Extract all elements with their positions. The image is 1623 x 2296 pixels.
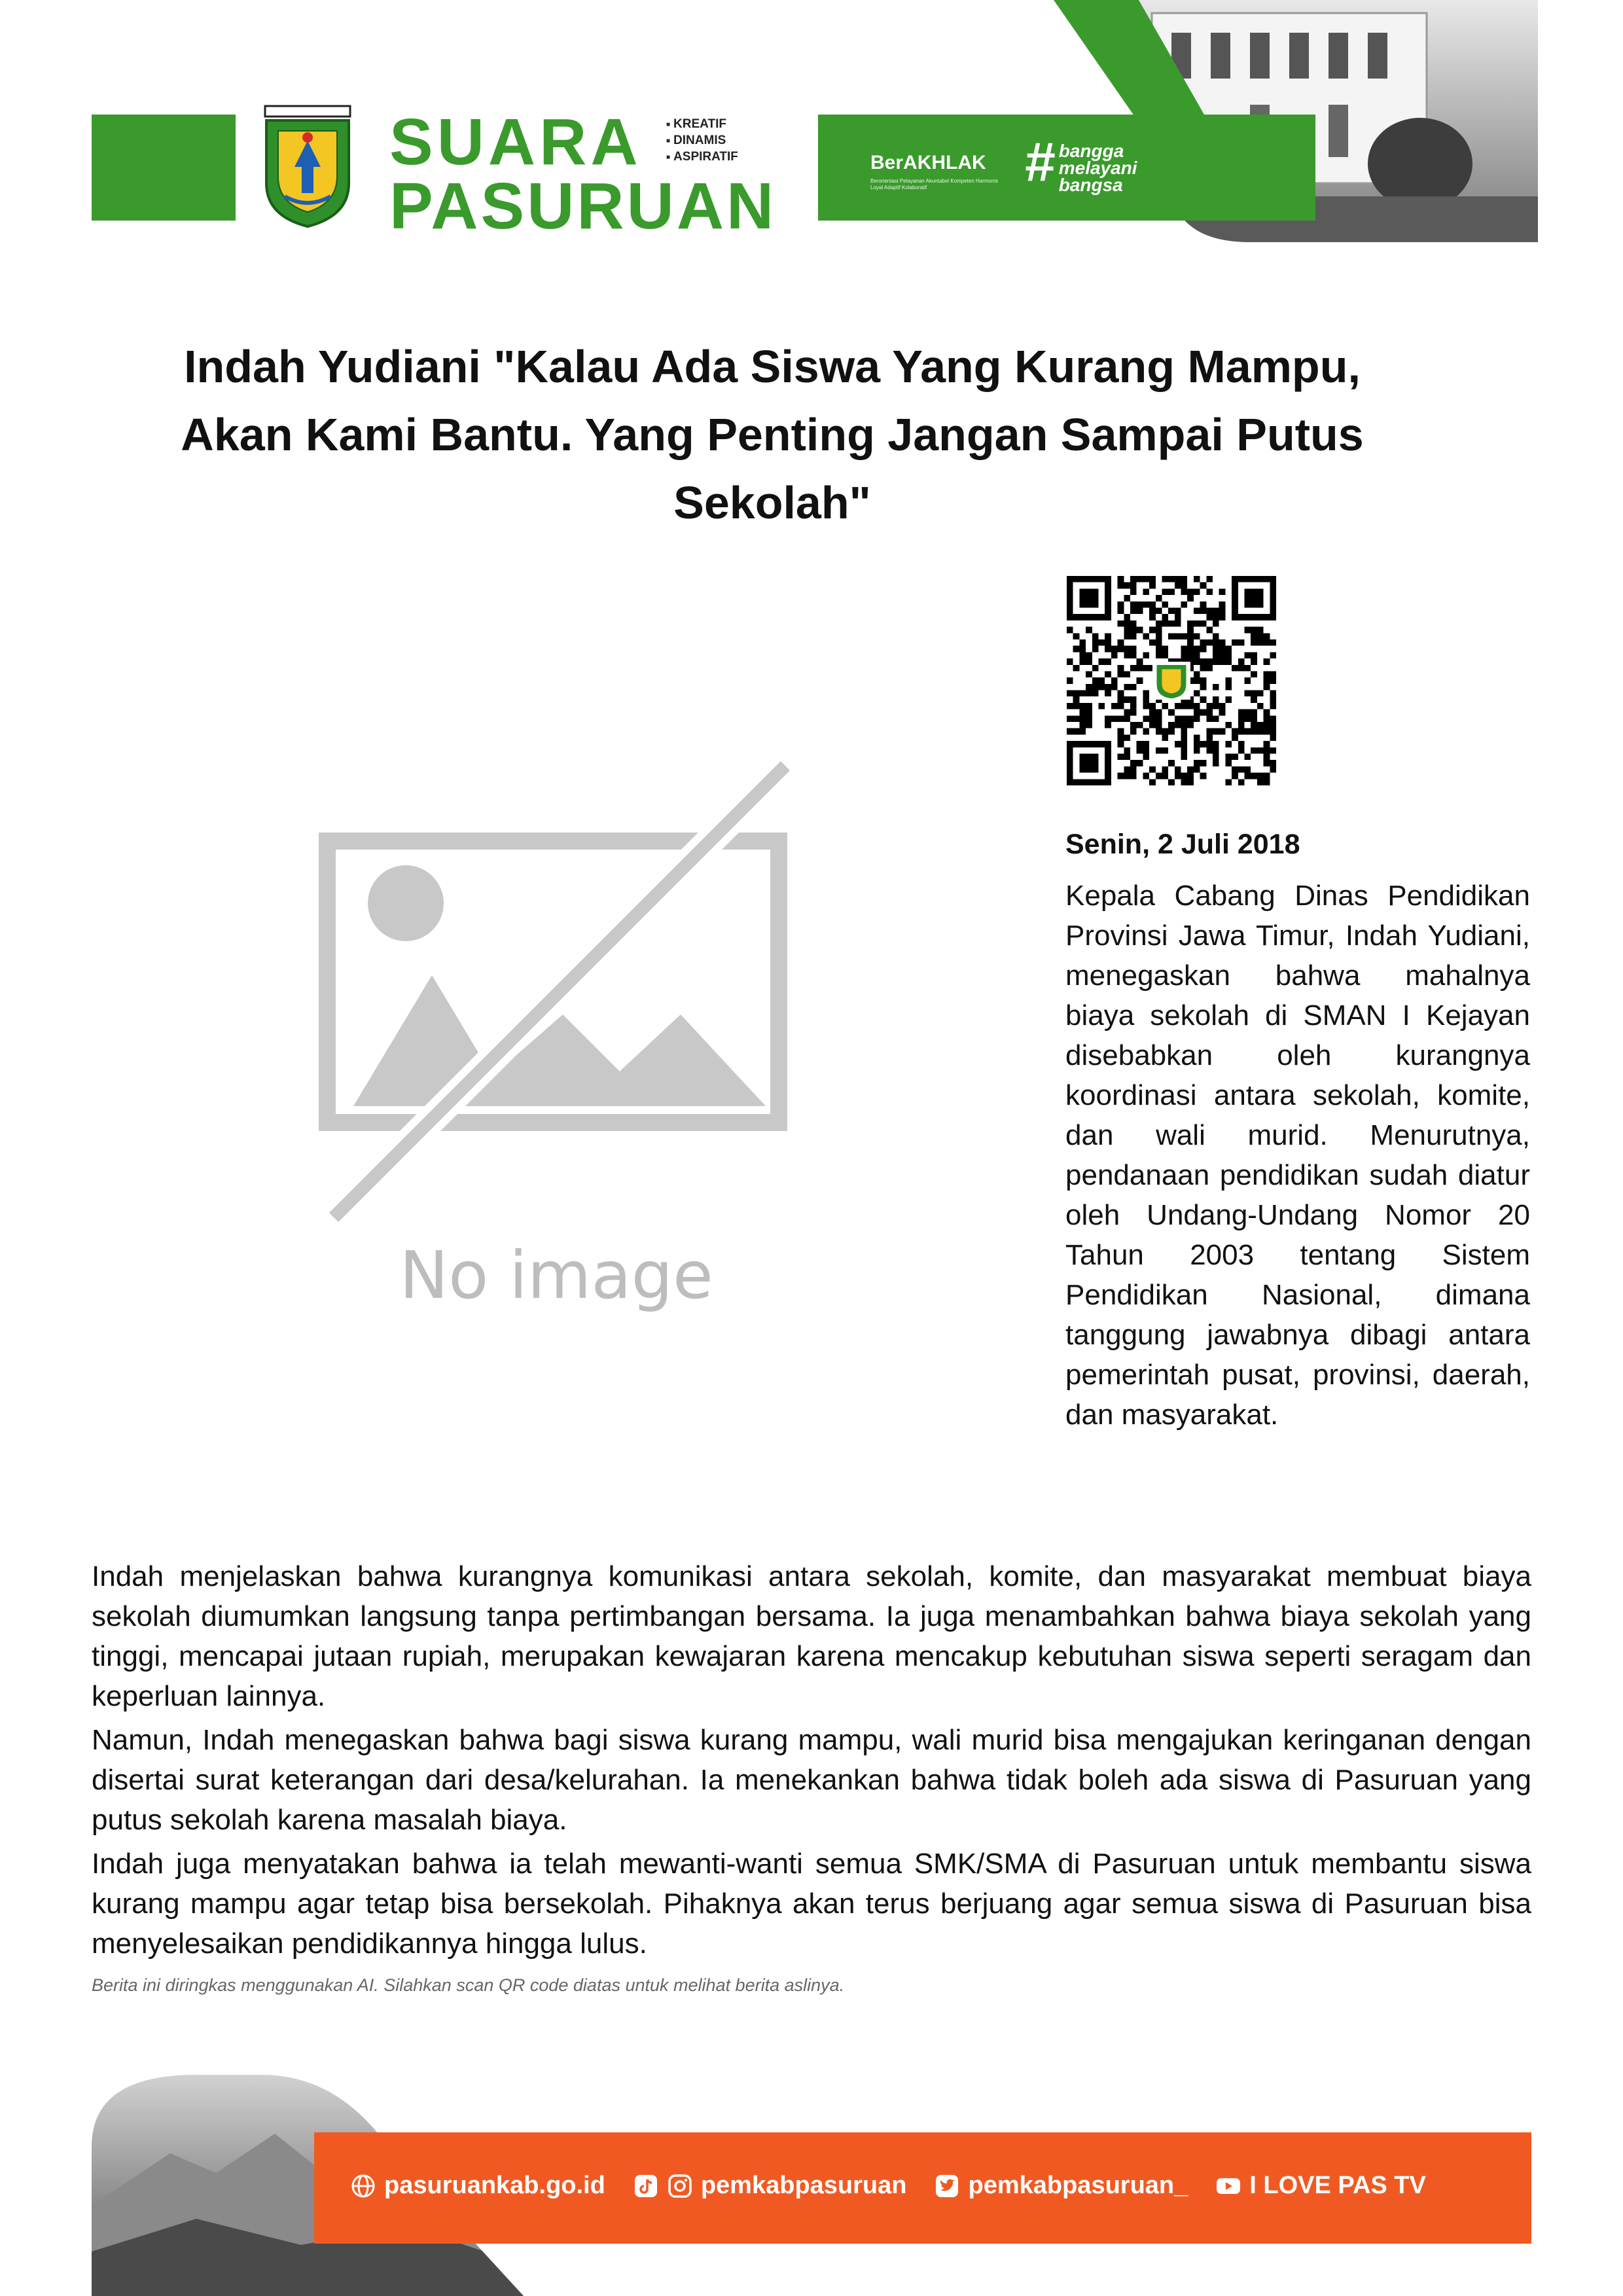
title-line-3: Sekolah": [673, 477, 871, 528]
hashtag-glyph: #: [1024, 131, 1055, 192]
twitter-label: pemkabpasuruan_: [968, 2172, 1188, 2199]
bangsa-word: bangsa: [1058, 175, 1123, 195]
ai-summary-disclaimer: Berita ini diringkas menggunakan AI. Silahkan scan QR code diatas untuk melihat berita aslinya.: [92, 1975, 845, 1995]
tiktok-instagram-link[interactable]: [633, 2172, 907, 2200]
header-green-bar-left: [92, 115, 236, 221]
article-paragraph-1: Indah menjelaskan bahwa kurangnya komunikasi antara sekolah, komite, dan masyarakat membuat biaya sekolah diumumkan langsung tanpa pertimbangan bersama. Ia juga menambahkan bahwa biaya sekolah yang tinggi, mencapai jutaan rupiah, merupakan kewajaran karena mencakup kebutuhan siswa seperti seragam dan keperluan lainnya.: [92, 1560, 1531, 1712]
article-paragraph-3: Indah juga menyatakan bahwa ia telah mewanti-wanti semua SMK/SMA di Pasuruan untuk membantu siswa kurang mampu agar tetap bisa bersekolah. Pihaknya akan terus berjuang agar semua siswa di Pasuruan bisa menyelesaikan pendidikannya hingga lulus.: [92, 1848, 1531, 1960]
article-paragraph-2: Namun, Indah menegaskan bahwa bagi siswa kurang mampu, wali murid bisa mengajukan keringanan dengan disertai surat keterangan dari desa/kelurahan. Ia menekankan bahwa tidak boleh ada siswa di Pasuruan yang putus sekolah karena masalah biaya.: [92, 1724, 1531, 1836]
youtube-link[interactable]: [1215, 2172, 1426, 2200]
globe-icon: [350, 2173, 376, 2199]
article-lead-paragraph: Kepala Cabang Dinas Pendidikan Provinsi Jawa Timur, Indah Yudiani, menegaskan bahwa mahalnya biaya sekolah di SMAN I Kejayan disebabkan oleh kurangnya koordinasi antara sekolah, komite, dan wali murid. Menurutnya, pendanaan pendidikan sudah diatur oleh Undang-Undang Nomor 20 Tahun 2003 tentang Sistem Pendidikan Nasional, dimana tanggung jawabnya dibagi antara pemerintah pusat, provinsi, daerah, dan masyarakat.: [1065, 880, 1530, 1431]
no-image-label: No image: [399, 1237, 713, 1314]
article-date: Senin, 2 Juli 2018: [1065, 829, 1300, 860]
twitter-link[interactable]: [934, 2172, 1188, 2200]
website-link[interactable]: [350, 2172, 605, 2200]
instagram-icon: [667, 2173, 693, 2199]
brand-line-1: SUARA: [389, 105, 642, 179]
tagline-aspiratif: ■ ASPIRATIF: [666, 149, 738, 166]
tiktok-icon: [633, 2173, 659, 2199]
tagline-dinamis: ■ DINAMIS: [666, 133, 738, 149]
youtube-icon: [1215, 2173, 1241, 2199]
youtube-label: I LOVE PAS TV: [1249, 2172, 1426, 2199]
melayani-word: melayani: [1058, 158, 1137, 178]
bangga-melayani-bangsa-logo: [1024, 131, 1137, 195]
twitter-icon: [934, 2173, 960, 2199]
article-title: [79, 332, 1466, 537]
tagline-kreatif: ■ KREATIF: [666, 117, 738, 133]
qr-code[interactable]: [1067, 576, 1276, 785]
bangga-word: bangga: [1058, 141, 1124, 161]
brand-line-2: PASURUAN: [389, 170, 777, 243]
title-line-2: Akan Kami Bantu. Yang Penting Jangan Sampai Putus: [181, 409, 1364, 460]
pasuruan-regency-emblem: [259, 105, 357, 229]
article-body: [92, 1556, 1531, 1967]
footer-social-links: [350, 2172, 1454, 2200]
brand-tagline: [666, 117, 738, 166]
berakhlak-logo: BerAKHLAK: [870, 152, 986, 173]
berakhlak-subtitle: Berorientasi Pelayanan Akuntabel Kompeten Harmonis Loyal Adaptif Kolaboratif: [870, 178, 999, 190]
website-label: pasuruankab.go.id: [384, 2172, 605, 2199]
tiktok-instagram-label: pemkabpasuruan: [700, 2172, 907, 2199]
title-line-1: Indah Yudiani "Kalau Ada Siswa Yang Kurang Mampu,: [184, 341, 1361, 392]
